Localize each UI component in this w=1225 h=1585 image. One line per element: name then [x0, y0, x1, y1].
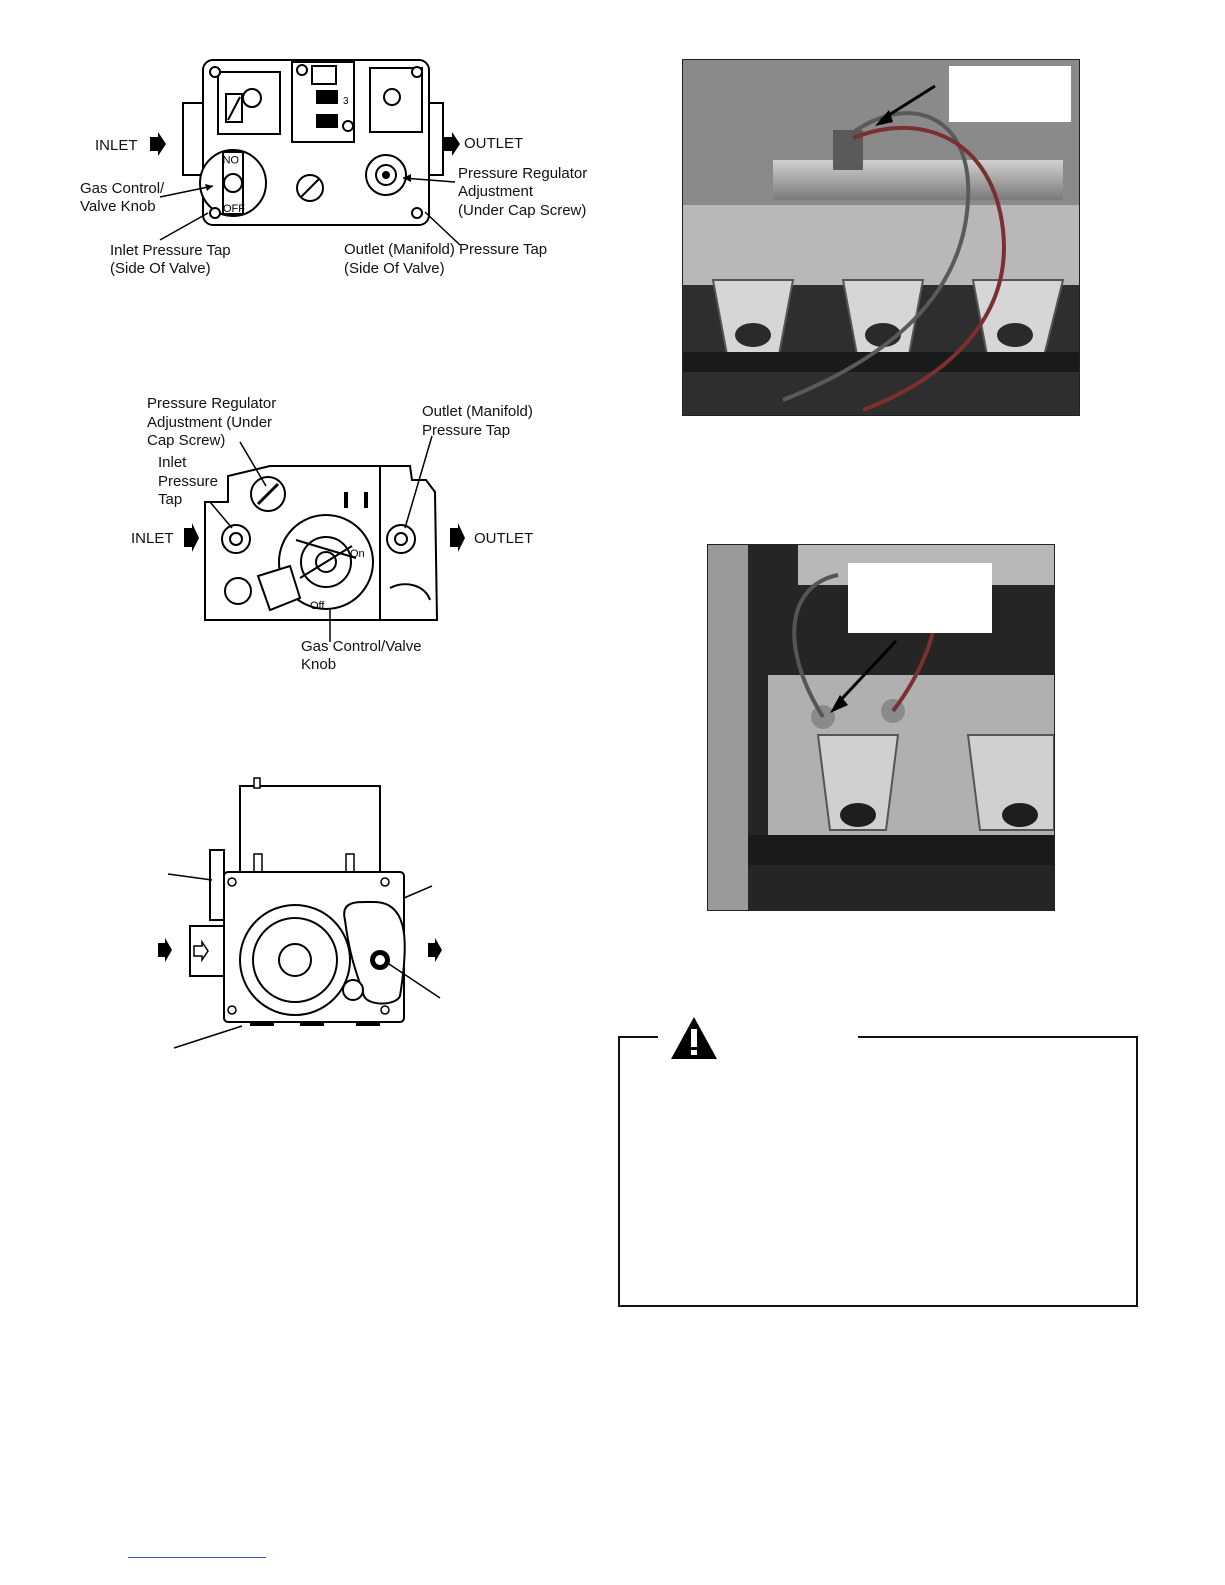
inlet-tap-label-2: (Side Of Valve): [110, 260, 211, 277]
outlet-label: OUTLET: [464, 135, 524, 152]
outlet-arrow-icon: [428, 938, 442, 962]
regulator-label-3: (Under Cap Screw): [458, 202, 587, 219]
valve-diagram-3: [150, 770, 450, 1060]
inlet-tap-label-3: Tap: [158, 491, 183, 508]
inlet-tap-label: Inlet: [158, 454, 187, 471]
burner-photo-1: [682, 59, 1080, 416]
svg-text:3: 3: [343, 96, 349, 107]
burner-photo-2: [707, 544, 1055, 911]
burner-photo-2-drawing: [708, 545, 1054, 910]
outlet-tap-label: Outlet (Manifold) Pressure Tap: [344, 241, 548, 258]
regulator-label: Pressure Regulator: [147, 395, 277, 412]
outlet-tap-label-2: (Side Of Valve): [344, 260, 445, 277]
gas-control-label-2: Knob: [301, 656, 337, 673]
outlet-label: OUTLET: [474, 530, 534, 547]
outlet-arrow-icon: [444, 132, 460, 156]
valve-diagram-2: [0, 380, 600, 680]
outlet-tap-label: Outlet (Manifold): [422, 403, 533, 420]
inlet-tap-label-2: Pressure: [158, 473, 219, 490]
inlet-tap-label: Inlet Pressure Tap: [110, 242, 231, 259]
regulator-label-2: Adjustment (Under: [147, 414, 273, 431]
footer-link-underline: [128, 1557, 266, 1558]
knob-off-text: Off: [310, 600, 325, 612]
gas-control-label: Gas Control/Valve: [301, 638, 422, 655]
knob-off-text: OFF: [223, 203, 245, 215]
outlet-arrow-icon: [450, 523, 465, 552]
valve-diagram-1: [0, 0, 600, 290]
regulator-label: Pressure Regulator: [458, 165, 588, 182]
warning-triangle-icon: [669, 1015, 719, 1061]
regulator-label-3: Cap Screw): [147, 432, 226, 449]
inlet-label: INLET: [131, 530, 174, 547]
outlet-tap-label-2: Pressure Tap: [422, 422, 511, 439]
valve-diagram-3-drawing: [150, 770, 450, 1060]
burner-photo-1-drawing: [683, 60, 1079, 415]
knob-on-text: ON: [222, 153, 239, 165]
inlet-arrow-icon: [184, 523, 199, 552]
inlet-label: INLET: [95, 137, 138, 154]
gas-control-label-2: Valve Knob: [80, 198, 156, 215]
inlet-arrow-icon: [158, 938, 172, 962]
knob-on-text: On: [350, 548, 365, 560]
regulator-label-2: Adjustment: [458, 183, 534, 200]
gas-control-label: Gas Control/: [80, 180, 165, 197]
warning-box: [618, 1036, 1138, 1307]
inlet-arrow-icon: [150, 132, 166, 156]
